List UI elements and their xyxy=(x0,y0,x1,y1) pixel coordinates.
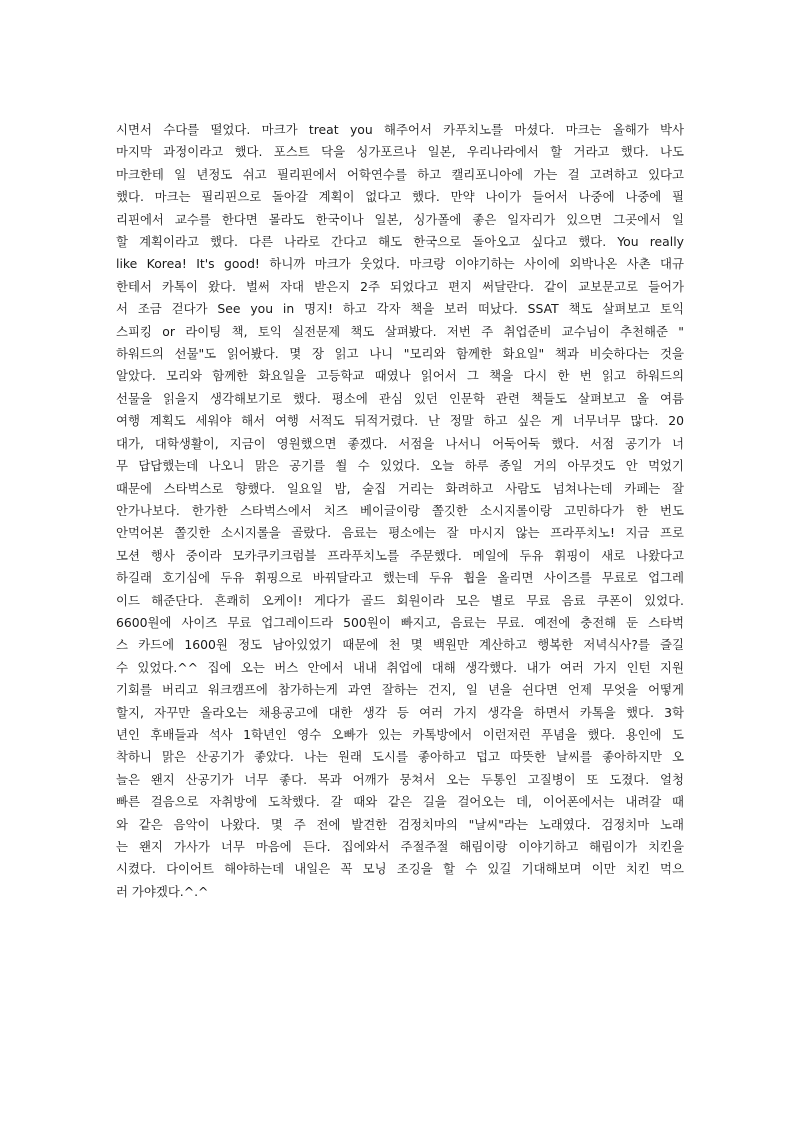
text-line: 여행 계획도 세워야 해서 여행 서적도 뒤적거렸다. 난 정말 하고 싶은 게 너무너무 많다. 20 xyxy=(116,413,684,429)
text-line: 안가나보다. 한가한 스타벅스에서 치즈 베이글이랑 쫄깃한 소시지롤이랑 고민하다가 한 번도 xyxy=(116,502,684,518)
text-line: 시면서 수다를 떨었다. 마크가 treat you 해주어서 카푸치노를 마셨다. 마크는 올해가 박사 xyxy=(116,122,684,137)
text-line: 스피킹 or 라이팅 책, 토익 실전문제 책도 살펴봤다. 저번 주 취업준비 교수님이 추천해준 " xyxy=(116,323,684,339)
text-line: 서 조금 걷다가 See you in 명지! 하고 각자 책을 보러 떠났다. SSAT 책도 살펴보고 토익 xyxy=(116,301,684,317)
text-line: 늘은 왠지 산공기가 너무 좋다. 목과 어깨가 뭉쳐서 오는 두통인 고질병이 또 도졌다. 얼청 xyxy=(116,771,684,787)
text-line: 할 계획이라고 했다. 다른 나라로 간다고 해도 한국으로 돌아오고 싶다고 했다. You really xyxy=(116,234,684,250)
text-line: 안먹어본 쫄깃한 소시지롤을 골랐다. 음료는 평소에는 잘 마시지 않는 프라푸치노! 지금 프로 xyxy=(116,525,684,541)
text-line: 스 카드에 1600원 정도 남아있었기 때문에 천 몇 백원만 계산하고 행복한 저녁식사?를 즐길 xyxy=(116,637,684,653)
text-line: 하워드의 선물"도 읽어봤다. 몇 장 읽고 나니 "모리와 함께한 화요일" 책과 비슷하다는 것을 xyxy=(116,346,684,362)
text-line: 착하니 맑은 산공기가 좋았다. 나는 원래 도시를 좋아하고 덥고 따뜻한 날씨를 좋아하지만 오 xyxy=(116,749,684,765)
text-line: 선물을 읽을지 생각해보기로 했다. 평소에 관심 있던 인문학 관련 책들도 살펴보고 올 여름 xyxy=(116,390,684,406)
text-line: 기회를 버리고 워크캠프에 참가하는게 과연 잘하는 건지, 일 년을 쉰다면 언제 무엇을 어떻게 xyxy=(116,682,684,698)
text-line: like Korea! It's good! 하니까 마크가 웃었다. 마크랑 이야기하는 사이에 외박나온 사촌 대규 xyxy=(116,256,684,272)
text-line: 대가, 대학생활이, 지금이 영원했으면 좋겠다. 서점을 나서니 어둑어둑 했다. 서점 공기가 너 xyxy=(116,435,684,451)
text-line: 이드 해준단다. 흔쾌히 오케이! 게다가 골드 회원이라 모은 별로 무료 음료 쿠폰이 있었다. xyxy=(116,592,684,608)
text-line: 때문에 스타벅스로 향했다. 일요일 밤, 술집 거리는 화려하고 사람도 넘쳐나는데 카페는 잘 xyxy=(116,480,684,496)
text-line: 마지막 과정이라고 했다. 포스트 닥을 싱가포르나 일본, 우리나라에서 할 거라고 했다. 나도 xyxy=(116,144,684,160)
body-text xyxy=(116,119,684,903)
text-line: 한테서 카톡이 왔다. 벌써 자대 받은지 2주 되었다고 편지 써달란다. 같이 교보문고로 들어가 xyxy=(116,278,684,294)
text-line: 무 답답했는데 나오니 맑은 공기를 쐴 수 있었다. 오늘 하루 종일 거의 아무것도 안 먹었기 xyxy=(116,458,684,474)
text-line: 할지, 자꾸만 올라오는 채용공고에 대한 생각 등 여러 가지 생각을 하면서 카톡을 했다. 3학 xyxy=(116,704,684,720)
text-line: 알았다. 모리와 함께한 화요일을 고등학교 때였나 읽어서 그 책을 다시 한 번 읽고 하워드의 xyxy=(116,368,684,384)
text-line: 마크한테 일 년정도 쉬고 필리핀에서 어학연수를 하고 캘리포니아에 가는 걸 고려하고 있다고 xyxy=(116,166,684,182)
text-line-last: 러 가야겠다.^.^ xyxy=(116,883,209,899)
text-line: 시켰다. 다이어트 해야하는데 내일은 꼭 모닝 조깅을 할 수 있길 기대해보며 이만 치킨 먹으 xyxy=(116,861,684,877)
text-line: 빠른 걸음으로 자취방에 도착했다. 갈 때와 같은 길을 걸어오는 데, 이어폰에서는 내려갈 때 xyxy=(116,794,684,810)
text-line: 6600원에 사이즈 무료 업그레이드라 500원이 빠지고, 음료는 무료. 예전에 충전해 둔 스타벅 xyxy=(116,614,684,630)
text-line: 리핀에서 교수를 한다면 몰라도 한국이나 일본, 싱가폴에 좋은 일자리가 있으면 그곳에서 일 xyxy=(116,211,684,227)
text-line: 년인 후배들과 석사 1학년인 영수 오빠가 있는 카톡방에서 이런저런 푸념을 했다. 용인에 도 xyxy=(116,726,684,742)
text-line: 는 왠지 가사가 너무 마음에 든다. 집에와서 주절주절 해림이랑 이야기하고 해림이가 치킨을 xyxy=(116,839,684,854)
text-line: 했다. 마크는 필리핀으로 돌아갈 계획이 없다고 했다. 만약 나이가 들어서 나중에 나중에 필 xyxy=(116,189,684,205)
text-line: 모션 행사 중이라 모카쿠키크럼블 프라푸치노를 주문했다. 메일에 두유 휘핑이 새로 나왔다고 xyxy=(116,547,684,563)
text-line: 수 있었다.^^ 집에 오는 버스 안에서 내내 취업에 대해 생각했다. 내가 여러 가지 인턴 지원 xyxy=(116,659,684,675)
text-line: 하길래 호기심에 두유 휘핑으로 바꿔달라고 했는데 두유 휩을 올리면 사이즈를 무료로 업그레 xyxy=(116,570,684,586)
text-line: 와 같은 음악이 나왔다. 몇 주 전에 발견한 검정치마의 "날씨"라는 노래였다. 검정치마 노래 xyxy=(116,816,684,832)
